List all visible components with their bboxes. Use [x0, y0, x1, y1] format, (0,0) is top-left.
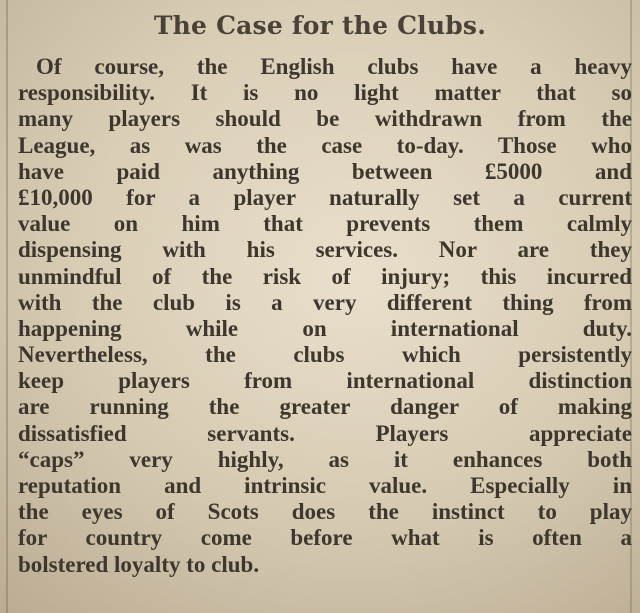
article-line: value on him that prevents them calmly — [18, 211, 632, 237]
clipping-left-edge — [6, 0, 8, 613]
article-line: Nevertheless, the clubs which persistently — [18, 342, 632, 368]
article-line: have paid anything between £5000 and — [18, 158, 632, 184]
article-line: dispensing with his services. Nor are they — [18, 237, 632, 263]
article-line: many players should be withdrawn from the — [18, 106, 632, 132]
article-line: League, as was the case to-day. Those who — [18, 132, 632, 158]
article-line: keep players from international distinction — [18, 368, 632, 394]
article-line: £10,000 for a player naturally set a current — [18, 184, 632, 210]
article-line: bolstered loyalty to club. — [18, 551, 260, 577]
article-line: Of course, the English clubs have a heavy — [36, 54, 632, 79]
article-line: are running the greater danger of making — [18, 394, 632, 420]
article-line: with the club is a very different thing from — [18, 289, 632, 315]
article-line: reputation and intrinsic value. Especially in — [18, 473, 632, 498]
article-line: unmindful of the risk of injury; this incurred — [18, 263, 632, 289]
article-line: for country come before what is often a — [18, 525, 632, 551]
article-line: dissatisfied servants. Players appreciate — [18, 420, 632, 446]
article-headline: The Case for the Clubs. — [153, 11, 487, 40]
article-line: responsibility. It is no light matter that so — [18, 80, 632, 106]
article-line: happening while on international duty. — [18, 315, 632, 341]
article-line: “caps” very highly, as it enhances both — [18, 446, 632, 472]
article-body — [18, 54, 632, 578]
article-line: the eyes of Scots does the instinct to play — [18, 499, 632, 525]
